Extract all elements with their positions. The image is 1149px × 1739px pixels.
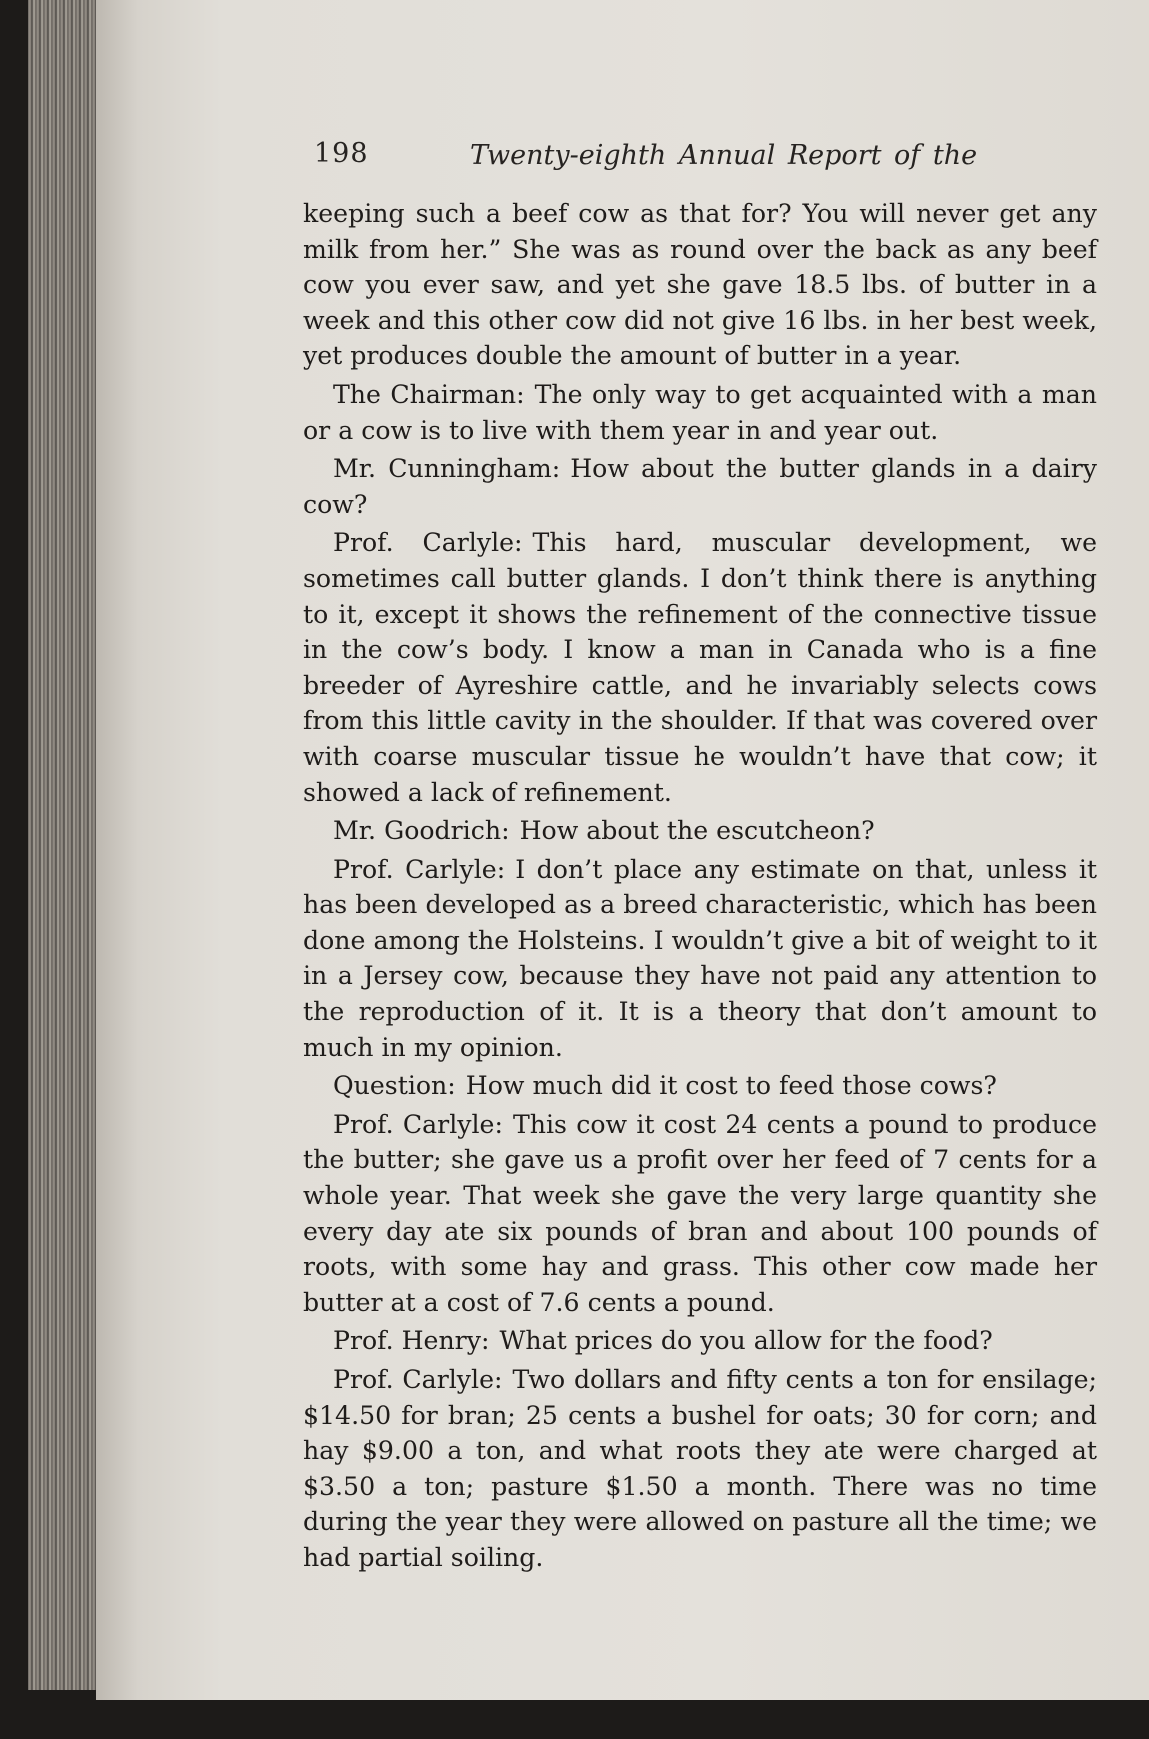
paragraph xyxy=(303,1323,1097,1359)
paragraph xyxy=(303,196,1097,374)
speaker-label: The Chairman: xyxy=(333,379,525,409)
paragraph-text: What prices do you allow for the food? xyxy=(499,1326,993,1356)
speaker-label: Prof. Carlyle: xyxy=(333,528,523,558)
page-header xyxy=(314,138,1074,188)
paragraph-text: I don’t place any estimate on that, unless it has been developed as a breed characteristic, which has been done among the Holsteins. I wouldn’t give a bit of weight to it in a Jersey cow, because they have not paid any attention to the reproduction of it. It is a theory that don’t amount to much in my opinion. xyxy=(303,854,1097,1062)
paragraph-text: keeping such a beef cow as that for? You will never get any milk from her.” She was as round over the back as any beef cow you ever saw, and yet she gave 18.5 lbs. of butter in a week and this other cow did not give 16 lbs. in her best week, yet produces double the amount of butter in a year. xyxy=(303,199,1097,371)
paragraph-text: Two dollars and fifty cents a ton for ensilage; $14.50 for bran; 25 cents a bushel for oats; 30 for corn; and hay $9.00 a ton, and what roots they ate were charged at $3.50 a ton; pasture $1.50 a month. There was no time during the year they were allowed on pasture all the time; we had partial soiling. xyxy=(303,1365,1097,1572)
speaker-label: Question: xyxy=(333,1071,456,1101)
paragraph xyxy=(303,377,1097,448)
speaker-label: Prof. Carlyle: xyxy=(333,854,506,884)
paragraph xyxy=(303,525,1097,810)
paragraph-text: The only way to get acquainted with a man or a cow is to live with them year in and year out. xyxy=(303,379,1097,445)
speaker-label: Prof. Carlyle: xyxy=(333,1109,503,1139)
paragraph-text: This hard, muscular development, we sometimes call butter glands. I don’t think there is anything to it, except it shows the refinement of the connective tissue in the cow’s body. I know a man in Canada who is a fine breeder of Ayreshire cattle, and he invariably selects cows from this little cavity in the shoulder. If that was covered over with coarse muscular tissue he wouldn’t have that cow; it showed a lack of refinement. xyxy=(303,528,1097,807)
paragraph-text: This cow it cost 24 cents a pound to produce the butter; she gave us a profit over her feed of 7 cents for a whole year. That week she gave the very large quantity she every day ate six pounds of bran and about 100 pounds of roots, with some hay and grass. This other cow made her butter at a cost of 7.6 cents a pound. xyxy=(303,1109,1098,1317)
paragraph-text: How about the butter glands in a dairy cow? xyxy=(303,454,1097,519)
paragraph-text: How about the escutcheon? xyxy=(519,816,875,846)
speaker-label: Prof. Carlyle: xyxy=(333,1365,503,1394)
paragraph xyxy=(303,1362,1097,1576)
body-text xyxy=(303,196,1097,1579)
paragraph xyxy=(303,813,1097,849)
paragraph xyxy=(303,852,1097,1066)
paragraph xyxy=(303,1068,1097,1104)
speaker-label: Mr. Cunningham: xyxy=(333,454,561,484)
speaker-label: Mr. Goodrich: xyxy=(333,816,510,846)
running-title: Twenty-eighth Annual Report of the xyxy=(470,140,978,171)
speaker-label: Prof. Henry: xyxy=(333,1326,490,1356)
paragraph xyxy=(303,1107,1097,1321)
paragraph-text: How much did it cost to feed those cows? xyxy=(465,1071,997,1101)
page-number: 198 xyxy=(314,138,369,169)
paragraph xyxy=(303,451,1097,522)
